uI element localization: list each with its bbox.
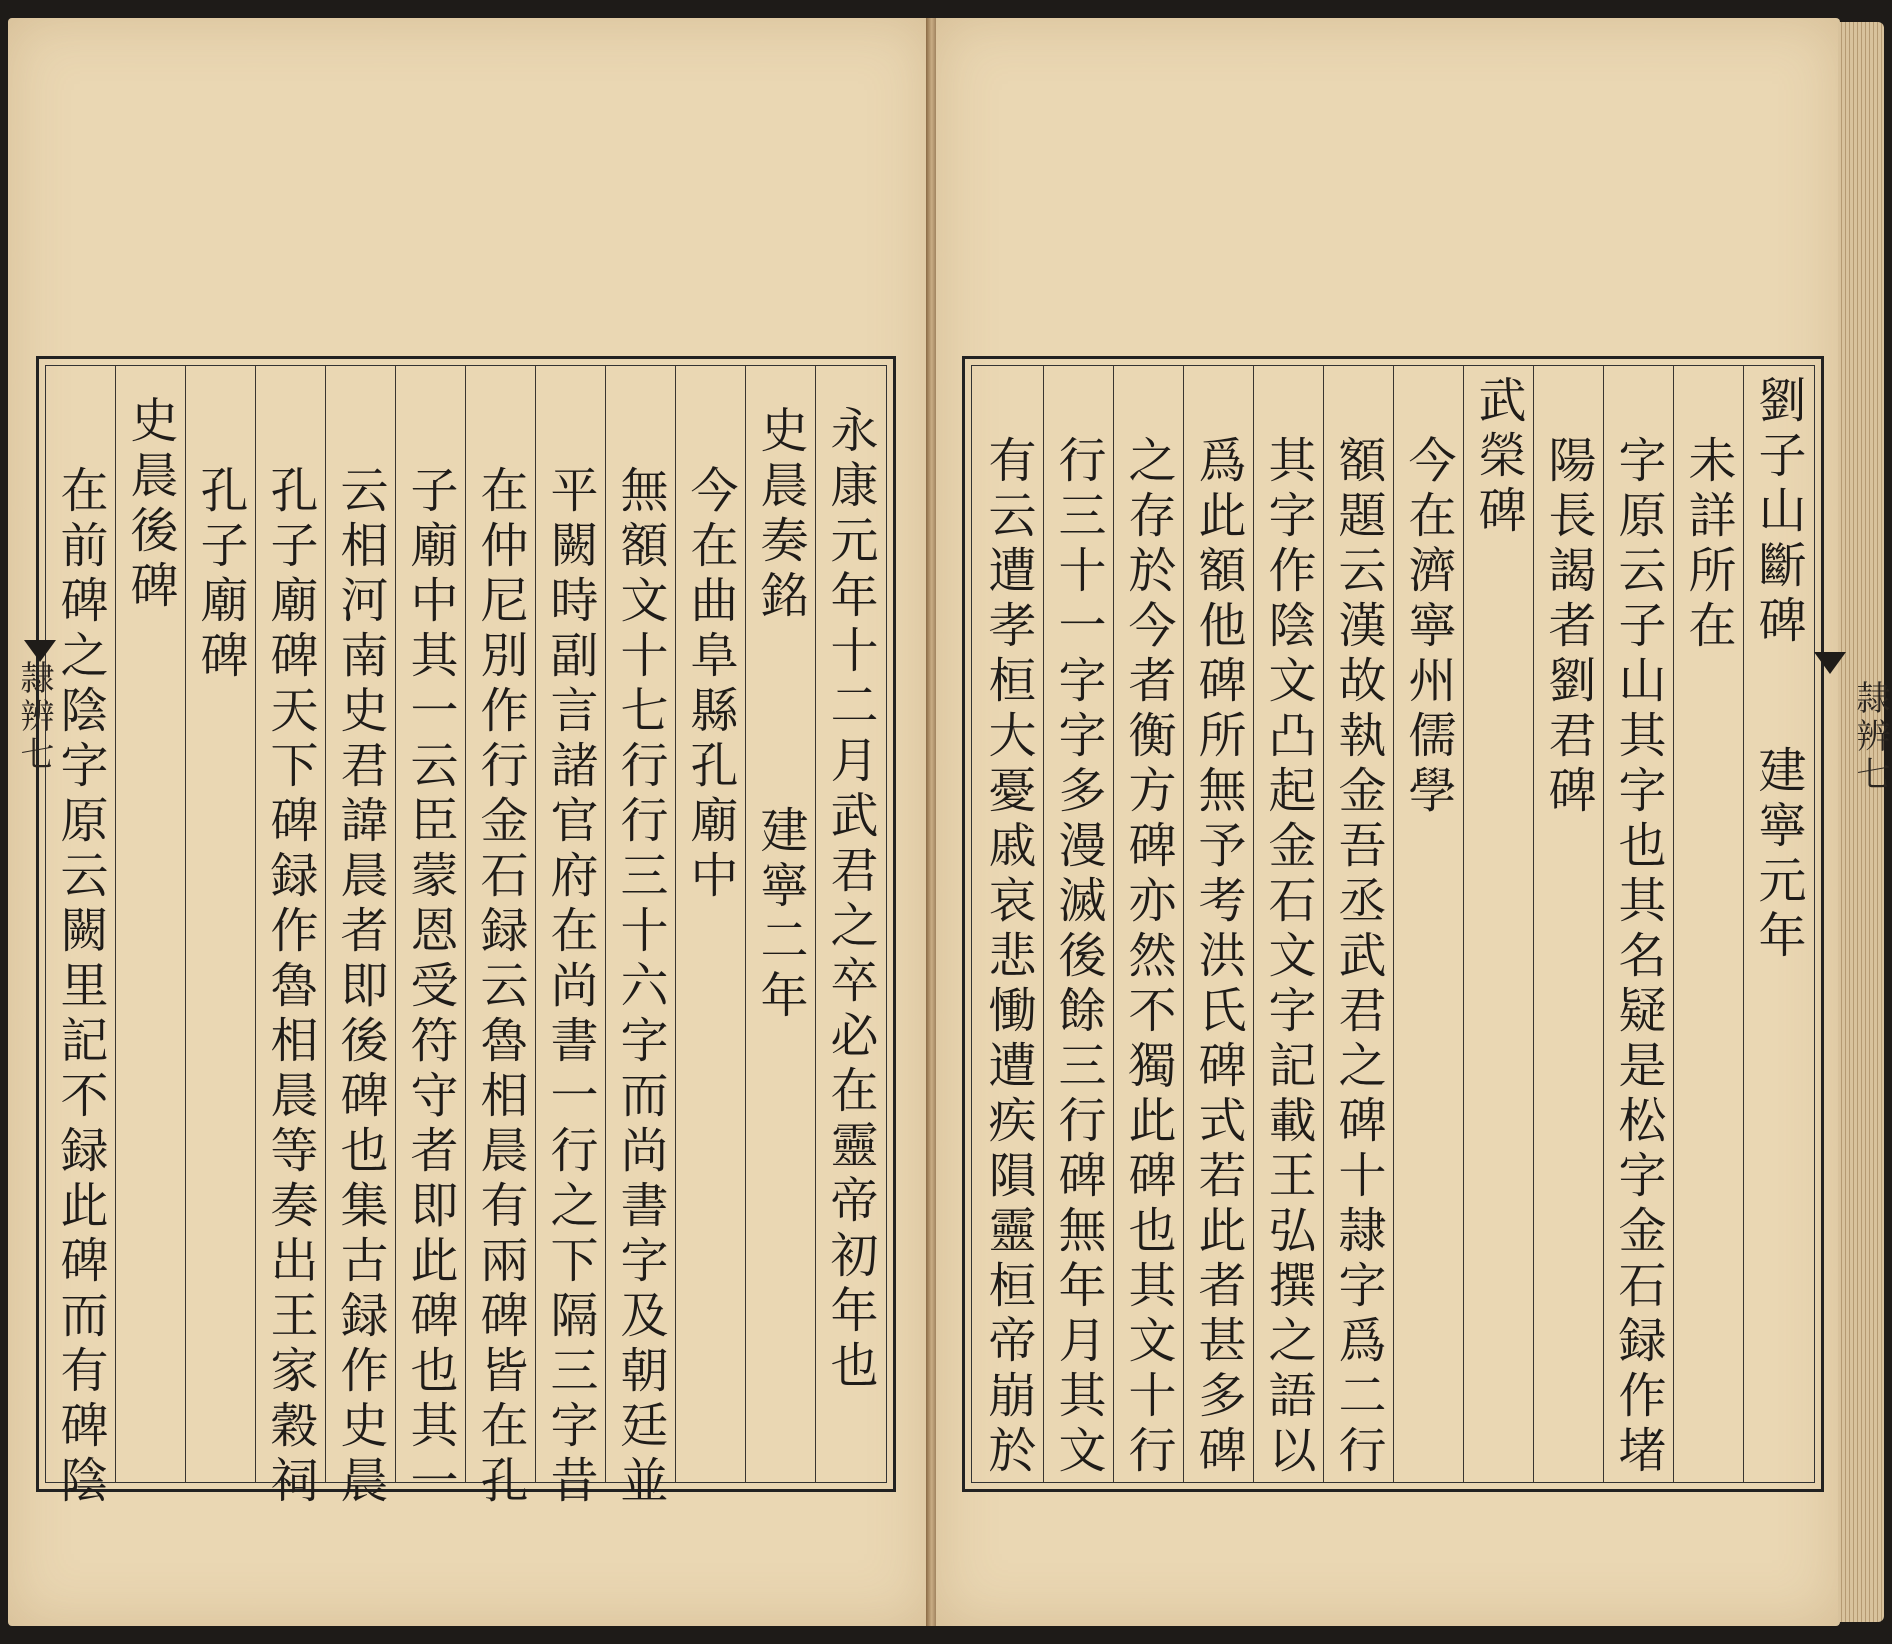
left-col-11: [115, 365, 185, 1483]
left-col-6-text: 在仲尼別作行金石録云魯相晨有兩碑皆在孔: [472, 465, 528, 1510]
right-col-3-text: 字原云子山其字也其名疑是松字金石録作堵: [1610, 435, 1666, 1480]
right-col-2: [1673, 365, 1743, 1483]
left-col-8: [325, 365, 395, 1510]
right-col-8: [1253, 365, 1323, 1483]
fishtail-mark-left-icon: [24, 640, 56, 662]
fore-edge: [1838, 22, 1884, 1622]
left-col-1-text: 永康元年十二月武君之卒必在靈帝初年也: [822, 405, 878, 1395]
right-edge-label: 隷辨七: [1850, 680, 1890, 794]
right-col-11-text: 行三十一字字多漫滅後餘三行碑無年月其文: [1050, 435, 1106, 1480]
right-col-9: [1183, 365, 1253, 1483]
right-col-12: [973, 365, 1043, 1483]
left-col-7-text: 子廟中其一云臣蒙恩受符守者即此碑也其一: [402, 465, 458, 1510]
left-col-3-text: 今在曲阜縣孔廟中: [682, 465, 738, 905]
right-col-5: [1463, 365, 1533, 1483]
left-col-2-title: 史晨奏銘: [752, 405, 808, 625]
right-col-6-text: 今在濟寧州儒學: [1400, 435, 1456, 820]
left-col-6: [465, 365, 535, 1510]
left-col-4: [605, 365, 675, 1510]
right-col-7: [1323, 365, 1393, 1483]
left-col-5: [535, 365, 605, 1510]
left-text-frame: [36, 356, 896, 1510]
right-col-4-text: 陽長謁者劉君碑: [1540, 435, 1596, 820]
right-col-7-text: 額題云漢故執金吾丞武君之碑十隷字爲二行: [1330, 435, 1386, 1480]
right-col-4: [1533, 365, 1603, 1483]
left-col-12: [45, 365, 115, 1510]
right-col-5-heading: 武榮碑: [1470, 375, 1526, 540]
left-col-11-text: 史晨後碑: [122, 395, 178, 615]
left-col-9-text: 孔子廟碑天下碑録作魯相晨等奏出王家穀祠: [262, 465, 318, 1510]
fishtail-mark-icon: [1814, 652, 1846, 674]
right-col-12-text: 有云遭孝桓大憂戚哀悲慟遭疾隕靈桓帝崩於: [980, 435, 1036, 1480]
left-col-7: [395, 365, 465, 1510]
left-edge-label: 隷辨七: [14, 660, 54, 774]
left-col-4-text: 無額文十七行行三十六字而尚書字及朝廷並: [612, 465, 668, 1510]
left-col-8-text: 云相河南史君諱晨者即後碑也集古録作史晨: [332, 465, 388, 1510]
right-col-3: [1603, 365, 1673, 1483]
right-col-1-date: 建寧元年: [1750, 745, 1806, 965]
right-col-9-text: 爲此額他碑所無予考洪氏碑式若此者甚多碑: [1190, 435, 1246, 1480]
left-col-9: [255, 365, 325, 1510]
left-col-10: [185, 365, 255, 1483]
right-col-10: [1113, 365, 1183, 1483]
left-col-2: [745, 365, 815, 1483]
right-col-6: [1393, 365, 1463, 1483]
left-col-1: [815, 365, 885, 1483]
left-col-2-date: 建寧二年: [752, 805, 808, 1025]
left-col-5-text: 平闕時副言諸官府在尚書一行之下隔三字昔: [542, 465, 598, 1510]
left-col-12-text: 在前碑之陰字原云闕里記不録此碑而有碑陰: [52, 465, 108, 1510]
left-col-10-text: 孔子廟碑: [192, 465, 248, 685]
right-col-1-title: 劉子山斷碑: [1750, 375, 1806, 650]
right-col-8-text: 其字作陰文凸起金石文字記載王弘撰之語以: [1260, 435, 1316, 1480]
right-col-2-text: 未詳所在: [1680, 435, 1736, 655]
right-text-frame: [962, 356, 1824, 1492]
right-col-1: [1743, 365, 1813, 1483]
right-col-10-text: 之存於今者衡方碑亦然不獨此碑也其文十行: [1120, 435, 1176, 1480]
right-col-11: [1043, 365, 1113, 1483]
left-col-3: [675, 365, 745, 1483]
